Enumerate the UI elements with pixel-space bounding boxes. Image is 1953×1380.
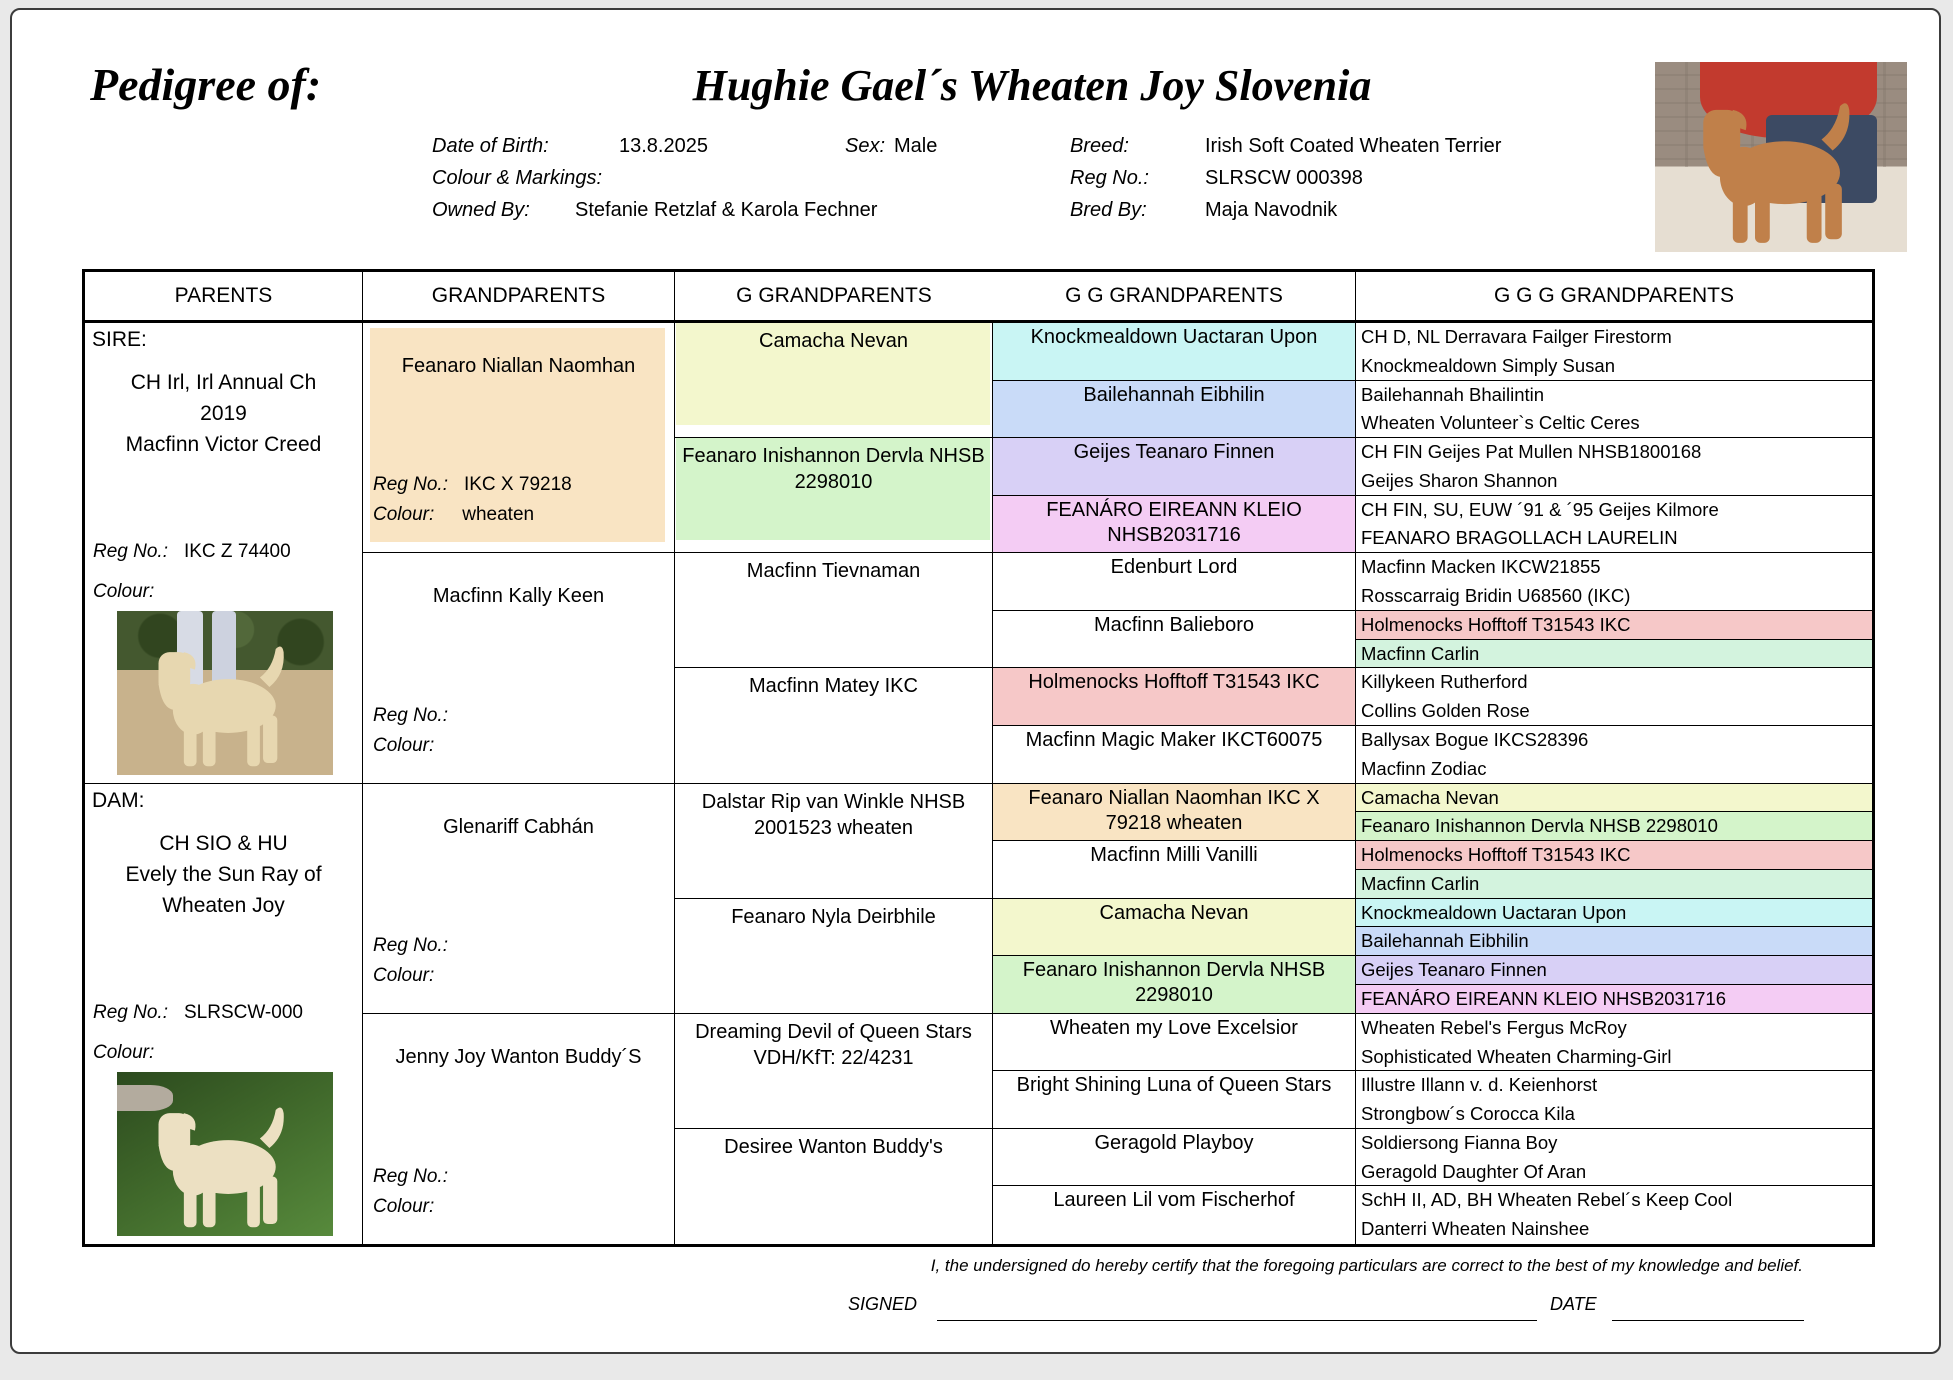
ggg-grandparent-line-21: Knockmealdown Uactaran Upon bbox=[1356, 899, 1872, 928]
grandparent-reg-no: Reg No.: bbox=[373, 934, 448, 956]
pedigree-of-label: Pedigree of: bbox=[90, 59, 322, 110]
column-header-4: G G GRANDPARENTS bbox=[993, 272, 1356, 323]
reg-no-label: Reg No.: bbox=[1070, 167, 1149, 189]
pedigree-table bbox=[82, 269, 1875, 1247]
colour-markings-label: Colour & Markings: bbox=[432, 167, 603, 189]
breed-value: Irish Soft Coated Wheaten Terrier bbox=[1205, 135, 1502, 157]
dob-value: 13.8.2025 bbox=[619, 135, 708, 157]
gg-grandparent-cell-13: Wheaten my Love Excelsior bbox=[993, 1014, 1356, 1072]
date-fill-line[interactable] bbox=[1612, 1292, 1804, 1321]
gg-grandparent-cell-4: FEANÁRO EIREANN KLEIO NHSB2031716 bbox=[993, 496, 1356, 554]
g-grandparent-cell-5 bbox=[675, 784, 993, 899]
column-header-2: GRANDPARENTS bbox=[363, 272, 675, 323]
ggg-grandparent-line-32: Danterri Wheaten Nainshee bbox=[1361, 1218, 1590, 1240]
dob-label: Date of Birth: bbox=[432, 135, 549, 157]
gg-grandparent-cell-16: Laureen Lil vom Fischerhof bbox=[993, 1186, 1356, 1244]
g-grandparent-name: Macfinn Tievnaman bbox=[746, 560, 921, 583]
ggg-grandparent-line-19: Holmenocks Hofftoff T31543 IKC bbox=[1356, 841, 1872, 870]
ggg-grandparent-line-4: Wheaten Volunteer`s Celtic Ceres bbox=[1356, 409, 1872, 438]
g-grandparent-name: Desiree Wanton Buddy's bbox=[724, 1135, 943, 1158]
ggg-grandparent-line-29: Soldiersong Fianna Boy bbox=[1361, 1131, 1558, 1153]
puppy-with-handler-photo bbox=[1655, 62, 1907, 252]
g-grandparent-cell-7 bbox=[675, 1014, 993, 1129]
gg-grandparent-cell-9: Feanaro Niallan Naomhan IKC X 79218 wheaten bbox=[993, 784, 1356, 842]
parent-reg-no: Reg No.: IKC Z 74400 bbox=[93, 541, 291, 562]
gg-grandparent-cell-8: Macfinn Magic Maker IKCT60075 bbox=[993, 726, 1356, 784]
grandparent-reg-no: Reg No.: bbox=[373, 1166, 448, 1187]
ggg-grandparent-line-30: Geragold Daughter Of Aran bbox=[1356, 1158, 1872, 1187]
column-header-3: G GRANDPARENTS bbox=[675, 272, 993, 323]
gg-grandparent-cell-12: Feanaro Inishannon Dervla NHSB 2298010 bbox=[993, 956, 1356, 1014]
grandparent-name: Macfinn Kally Keen bbox=[432, 585, 605, 608]
grandparent-reg-no: Reg No.: bbox=[373, 704, 448, 726]
ggg-grandparent-line-9: Macfinn Macken IKCW21855 bbox=[1361, 556, 1601, 578]
signed-label: SIGNED bbox=[848, 1294, 918, 1314]
parent-cell-sire bbox=[85, 323, 363, 784]
ggg-grandparent-line-25: Wheaten Rebel's Fergus McRoy bbox=[1361, 1016, 1627, 1038]
g-grandparent-name: Feanaro Inishannon Dervla NHSB 2298010 bbox=[682, 445, 985, 494]
parent-titles-and-name: CH Irl, Irl Annual Ch 2019 Macfinn Victor Creed bbox=[125, 371, 322, 456]
ggg-grandparent-line-2: Knockmealdown Simply Susan bbox=[1356, 352, 1872, 381]
g-grandparent-cell-6 bbox=[675, 899, 993, 1014]
gg-grandparent-cell-7: Holmenocks Hofftoff T31543 IKC bbox=[993, 668, 1356, 726]
gg-grandparent-cell-10: Macfinn Milli Vanilli bbox=[993, 841, 1356, 899]
parent-role-label: DAM: bbox=[92, 788, 145, 812]
gg-grandparent-cell-1: Knockmealdown Uactaran Upon bbox=[993, 323, 1356, 381]
g-grandparent-name: Feanaro Nyla Deirbhile bbox=[731, 905, 936, 928]
ggg-grandparent-line-13: Killykeen Rutherford bbox=[1361, 671, 1528, 693]
grandparent-colour: Colour: bbox=[373, 734, 435, 756]
ggg-grandparent-line-26: Sophisticated Wheaten Charming-Girl bbox=[1356, 1043, 1872, 1072]
owned-by-value: Stefanie Retzlaf & Karola Fechner bbox=[575, 199, 878, 221]
gg-grandparent-cell-5: Edenburt Lord bbox=[993, 553, 1356, 611]
signature-line[interactable] bbox=[937, 1292, 1537, 1321]
grandparent-colour: Colour: bbox=[373, 964, 435, 986]
parent-role-label: SIRE: bbox=[92, 328, 147, 351]
breed-label: Breed: bbox=[1070, 135, 1129, 157]
dog-silhouette-icon bbox=[1670, 84, 1892, 250]
ggg-grandparent-line-17: Camacha Nevan bbox=[1356, 784, 1872, 813]
certification-text: I, the undersigned do hereby certify that the foregoing particulars are correct to the best of my knowledge and belief. bbox=[930, 1256, 1803, 1275]
grandparent-name: Jenny Joy Wanton Buddy´S bbox=[395, 1045, 642, 1068]
gg-grandparent-cell-15: Geragold Playboy bbox=[993, 1129, 1356, 1187]
ggg-grandparent-line-1: CH D, NL Derravara Failger Firestorm bbox=[1361, 326, 1672, 347]
ggg-grandparent-line-3: Bailehannah Bhailintin bbox=[1361, 383, 1545, 405]
gg-grandparent-cell-6: Macfinn Balieboro bbox=[993, 611, 1356, 669]
bred-by-value: Maja Navodnik bbox=[1205, 199, 1338, 221]
parent-cell-dam bbox=[85, 784, 363, 1245]
parent-colour-label: Colour: bbox=[93, 581, 155, 602]
g-grandparent-cell-4 bbox=[675, 668, 993, 783]
column-header-5: G G G GRANDPARENTS bbox=[1356, 272, 1872, 323]
ggg-grandparent-line-28: Strongbow´s Corocca Kila bbox=[1356, 1100, 1872, 1129]
ggg-grandparent-line-31: SchH II, AD, BH Wheaten Rebel´s Keep Cool bbox=[1361, 1189, 1733, 1211]
ggg-grandparent-line-24: FEANÁRO EIREANN KLEIO NHSB2031716 bbox=[1356, 985, 1872, 1014]
sex-label: Sex: bbox=[845, 135, 886, 157]
sire-dog-photo bbox=[117, 611, 333, 775]
ggg-grandparent-line-18: Feanaro Inishannon Dervla NHSB 2298010 bbox=[1356, 812, 1872, 841]
gg-grandparent-cell-14: Bright Shining Luna of Queen Stars bbox=[993, 1071, 1356, 1129]
g-grandparent-cell-1 bbox=[675, 323, 993, 438]
grandparent-name: Feanaro Niallan Naomhan bbox=[401, 355, 636, 377]
gg-grandparent-cell-11: Camacha Nevan bbox=[993, 899, 1356, 957]
ggg-grandparent-line-16: Macfinn Zodiac bbox=[1356, 755, 1872, 784]
g-grandparent-cell-3 bbox=[675, 553, 993, 668]
ggg-grandparent-line-10: Rosscarraig Bridin U68560 (IKC) bbox=[1356, 582, 1872, 611]
dog-silhouette-icon bbox=[130, 1091, 320, 1234]
grandparent-name: Glenariff Cabhán bbox=[443, 815, 594, 838]
dam-dog-photo bbox=[117, 1072, 333, 1236]
grandparent-reg-no: Reg No.: IKC X 79218 bbox=[373, 474, 572, 496]
dog-silhouette-icon bbox=[130, 630, 320, 773]
grandparent-cell-1 bbox=[363, 323, 675, 553]
date-label: DATE bbox=[1550, 1294, 1597, 1314]
ggg-grandparent-line-11: Holmenocks Hofftoff T31543 IKC bbox=[1356, 611, 1872, 640]
reg-no-value: SLRSCW 000398 bbox=[1205, 167, 1363, 189]
parent-colour-label: Colour: bbox=[93, 1041, 155, 1063]
grandparent-cell-3 bbox=[363, 784, 675, 1014]
gg-grandparent-cell-2: Bailehannah Eibhilin bbox=[993, 381, 1356, 439]
page-title-dog-name: Hughie Gael´s Wheaten Joy Slovenia bbox=[692, 61, 1372, 110]
grandparent-colour: Colour: wheaten bbox=[373, 504, 535, 526]
column-header-1: PARENTS bbox=[85, 272, 363, 323]
g-grandparent-cell-2 bbox=[675, 438, 993, 553]
ggg-grandparent-line-7: CH FIN, SU, EUW ´91 & ´95 Geijes Kilmore bbox=[1361, 498, 1719, 520]
g-grandparent-name: Dalstar Rip van Winkle NHSB 2001523 wheaten bbox=[701, 790, 966, 839]
grandparent-colour: Colour: bbox=[373, 1196, 435, 1217]
g-grandparent-name: Dreaming Devil of Queen Stars VDH/KfT: 22/4231 bbox=[695, 1020, 972, 1069]
parent-titles-and-name: CH SIO & HU Evely the Sun Ray of Wheaten Joy bbox=[125, 831, 322, 917]
ggg-grandparent-line-23: Geijes Teanaro Finnen bbox=[1356, 956, 1872, 985]
bred-by-label: Bred By: bbox=[1070, 199, 1147, 221]
ggg-grandparent-line-27: Illustre Illann v. d. Keienhorst bbox=[1361, 1074, 1598, 1096]
grandparent-cell-4 bbox=[363, 1014, 675, 1244]
ggg-grandparent-line-5: CH FIN Geijes Pat Mullen NHSB1800168 bbox=[1361, 441, 1702, 463]
ggg-grandparent-line-14: Collins Golden Rose bbox=[1356, 697, 1872, 726]
pedigree-page bbox=[10, 8, 1941, 1354]
g-grandparent-name: Macfinn Matey IKC bbox=[749, 675, 918, 698]
grandparent-cell-2 bbox=[363, 553, 675, 783]
ggg-grandparent-line-22: Bailehannah Eibhilin bbox=[1356, 927, 1872, 956]
ggg-grandparent-line-6: Geijes Sharon Shannon bbox=[1356, 467, 1872, 496]
owned-by-label: Owned By: bbox=[432, 199, 530, 221]
g-grandparent-name: Camacha Nevan bbox=[759, 330, 908, 352]
parent-reg-no: Reg No.: SLRSCW-000 bbox=[93, 1001, 303, 1023]
ggg-grandparent-line-8: FEANARO BRAGOLLACH LAURELIN bbox=[1356, 524, 1872, 553]
gg-grandparent-cell-3: Geijes Teanaro Finnen bbox=[993, 438, 1356, 496]
ggg-grandparent-line-12: Macfinn Carlin bbox=[1356, 640, 1872, 669]
ggg-grandparent-line-20: Macfinn Carlin bbox=[1356, 870, 1872, 899]
g-grandparent-cell-8 bbox=[675, 1129, 993, 1244]
ggg-grandparent-line-15: Ballysax Bogue IKCS28396 bbox=[1361, 728, 1589, 750]
sex-value: Male bbox=[894, 135, 938, 157]
